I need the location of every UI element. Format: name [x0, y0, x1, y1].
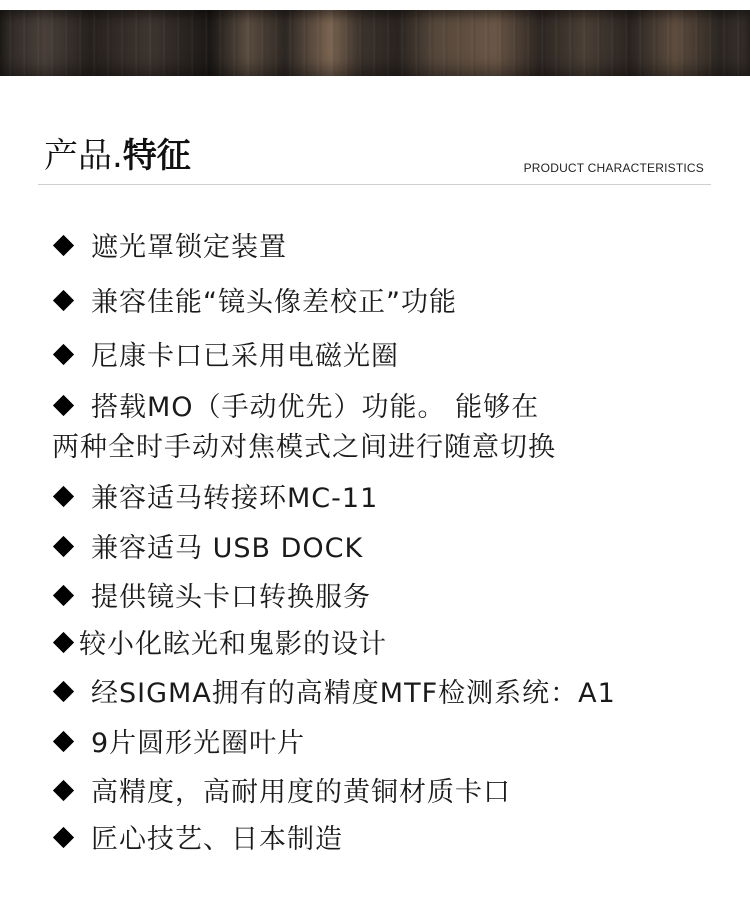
diamond-bullet-icon [53, 344, 74, 365]
diamond-bullet-icon [53, 681, 74, 702]
section-subtitle-en: PRODUCT CHARACTERISTICS [523, 161, 704, 175]
section-title [44, 136, 191, 176]
list-item: 遮光罩锁定装置 [56, 231, 287, 265]
list-item: 高精度，高耐用度的黄铜材质卡口 [56, 776, 511, 810]
section-title-main: 特征 [122, 136, 191, 176]
diamond-bullet-icon [53, 780, 74, 801]
section-title-prefix: 产品. [44, 136, 123, 176]
diamond-bullet-icon [53, 632, 74, 653]
list-item: 提供镜头卡口转换服务 [56, 581, 371, 615]
list-item: 搭载MO（手动优先）功能。 能够在 [56, 391, 539, 425]
list-item: 经SIGMA拥有的高精度MTF检测系统：A1 [56, 677, 616, 711]
diamond-bullet-icon [53, 731, 74, 752]
list-item: 兼容适马转接环MC-11 [56, 482, 378, 516]
diamond-bullet-icon [53, 395, 74, 416]
list-item: 兼容适马 USB DOCK [56, 532, 363, 566]
diamond-bullet-icon [53, 486, 74, 507]
diamond-bullet-icon [53, 290, 74, 311]
diamond-bullet-icon [53, 585, 74, 606]
header-banner-image [0, 10, 750, 76]
list-item: 9片圆形光圈叶片 [56, 727, 305, 761]
title-divider [38, 184, 711, 185]
list-item-continuation: 两种全时手动对焦模式之间进行随意切换 [52, 432, 556, 463]
list-item: 尼康卡口已采用电磁光圈 [56, 340, 399, 374]
diamond-bullet-icon [53, 827, 74, 848]
diamond-bullet-icon [53, 536, 74, 557]
diamond-bullet-icon [53, 235, 74, 256]
list-item: 匠心技艺、日本制造 [56, 823, 343, 857]
list-item: 兼容佳能“镜头像差校正”功能 [56, 286, 457, 320]
list-item: 较小化眩光和鬼影的设计 [56, 628, 387, 662]
